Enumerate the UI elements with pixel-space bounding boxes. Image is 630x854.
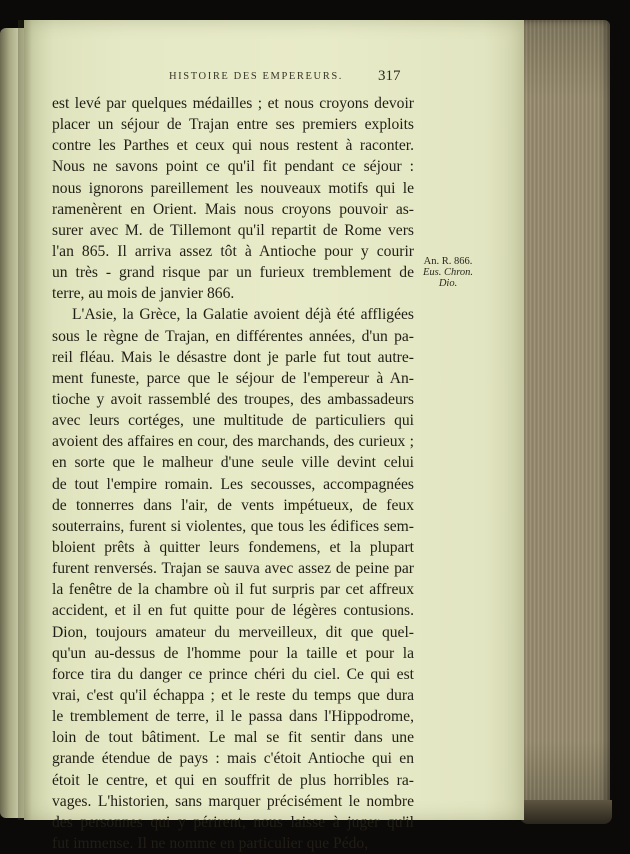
text-line: bloient prêts à quitter leurs fondemens, et la plupart [52,538,414,556]
text-line: vages. L'historien, sans marquer précisément le nombre [52,792,414,810]
margin-note-source: Dio. [438,278,458,289]
text-line: sous le règne de Trajan, en différentes années, d'un pa- [52,327,414,345]
text-line: furent renversés. Trajan se sauva avec assez de peine par [52,560,414,578]
text-line: le tremblement de terre, il le passa dans l'Hippodrome, [52,708,414,726]
margin-notes [419,256,477,289]
running-head [24,68,524,88]
text-line: vrai, c'est qu'il échappa ; et le reste du temps que dura [52,686,414,704]
book-bottom-edge [520,800,612,824]
text-line: Dion, toujours amateur du merveilleux, dit que quel- [52,623,414,641]
text-line: de tonnerres dans l'air, de vents impétueux, de feux [52,496,414,514]
text-line: la fenêtre de la chambre où il fut surpris par cet affreux [52,581,414,599]
text-line: force tira du danger ce prince chéri du ciel. Ce qui est [52,665,414,683]
text-line: fut immense. Il ne nomme en particulier que Pédo, [52,834,369,852]
text-line: loin de tout bâtiment. Le mal se fit sentir dans une [52,729,414,747]
text-line: l'an 865. Il arriva assez tôt à Antioche pour y courir [52,242,414,260]
text-line: qu'un au-dessus de l'homme pour la taille et pour la [52,644,414,662]
text-line: surer avec M. de Tillemont qu'il repartit de Rome vers [52,221,414,239]
text-line: Nous ne savons point ce qu'il fit pendant ce séjour : [52,158,414,176]
text-line: en sorte que le malheur d'une seule ville devint celui [52,454,414,472]
text-line: ramenèrent en Orient. Mais nous croyons pouvoir as- [52,200,414,218]
text-line: L'Asie, la Grèce, la Galatie avoient déjà été affligées [72,306,414,324]
body-text [52,93,414,854]
page-number: 317 [378,68,401,84]
text-line: ment funeste, parce que le séjour de l'empereur à An- [52,369,414,387]
text-line: reil fléau. Mais le désastre dont je parle fut tout autre- [52,348,414,366]
text-line: des personnes qui y périrent, nous laisse à juger qu'il [52,813,414,831]
edges-shading [514,20,610,820]
text-line: accident, et il en fut quitte pour de légères contusions. [52,602,414,620]
text-line: un très - grand risque par un furieux tremblement de [52,264,414,282]
text-line: nous ignorons pareillement les nouveaux motifs qui le [52,179,414,197]
text-line: contre les Parthes et ceux qui nous restent à raconter. [52,137,414,155]
text-line: de tout l'empire romain. Les secousses, accompagnées [52,475,414,493]
text-line: étoit le centre, et qui en souffrit de plus horribles ra- [52,771,414,789]
text-line: avec leurs cortéges, une multitude de particuliers qui [52,412,414,430]
text-line: est levé par quelques médailles ; et nous croyons devoir [52,95,414,112]
page-gutter-shadow [18,20,32,820]
margin-note-source: Eus. Chron. [422,267,474,278]
text-line: grande étendue de pays : mais c'étoit Antioche qui en [52,750,414,768]
text-line: placer un séjour de Trajan entre ses premiers exploits [52,116,414,134]
text-line: avoient des affaires en cour, des marchands, des curieux ; [52,433,414,451]
text-line: terre, au mois de janvier 866. [52,285,235,303]
book-page [24,20,524,852]
text-line: tioche y avoit rassemblé des troupes, des ambassadeurs [52,390,414,408]
text-line: souterrains, furent si violentes, que tous les édifices sem- [52,517,414,535]
margin-note-year: An. R. 866. [423,256,473,267]
running-head-title: HISTOIRE DES EMPEREURS. [169,71,343,82]
